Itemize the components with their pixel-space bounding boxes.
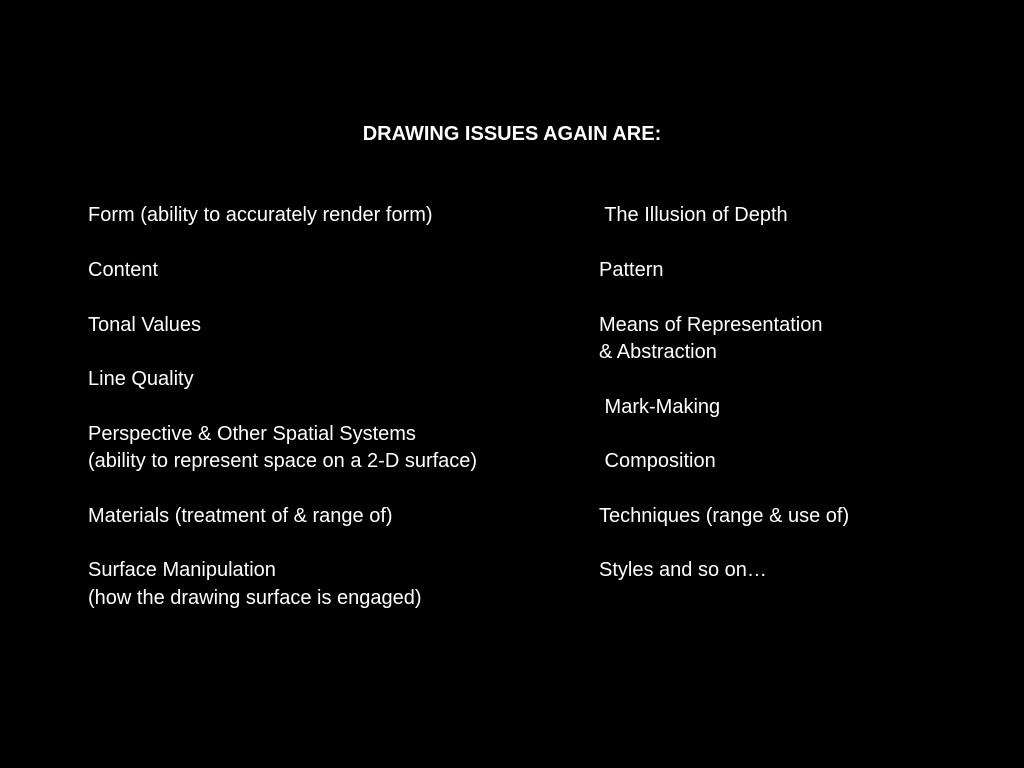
left-item-surface-detail: (how the drawing surface is engaged) (88, 587, 422, 609)
left-item-form: Form (ability to accurately render form) (88, 204, 433, 226)
left-item-surface-manipulation: Surface Manipulation (88, 559, 276, 581)
left-item-perspective: Perspective & Other Spatial Systems (88, 423, 416, 445)
left-item-content: Content (88, 259, 159, 281)
left-item-line-quality: Line Quality (88, 368, 194, 390)
left-item-perspective-detail: (ability to represent space on a 2-D surface) (88, 450, 478, 472)
right-item-means-of-representation: Means of Representation (599, 314, 823, 336)
right-item-pattern: Pattern (599, 259, 664, 281)
slide-title: DRAWING ISSUES AGAIN ARE: (362, 123, 662, 145)
left-item-tonal-values: Tonal Values (88, 314, 202, 336)
right-item-abstraction: & Abstraction (599, 341, 717, 363)
left-item-materials: Materials (treatment of & range of) (88, 505, 393, 527)
right-item-illusion-of-depth: The Illusion of Depth (599, 204, 788, 226)
right-item-techniques: Techniques (range & use of) (599, 505, 850, 527)
right-item-composition: Composition (599, 450, 716, 472)
right-item-mark-making: Mark-Making (599, 396, 721, 418)
right-item-styles: Styles and so on… (599, 559, 767, 581)
